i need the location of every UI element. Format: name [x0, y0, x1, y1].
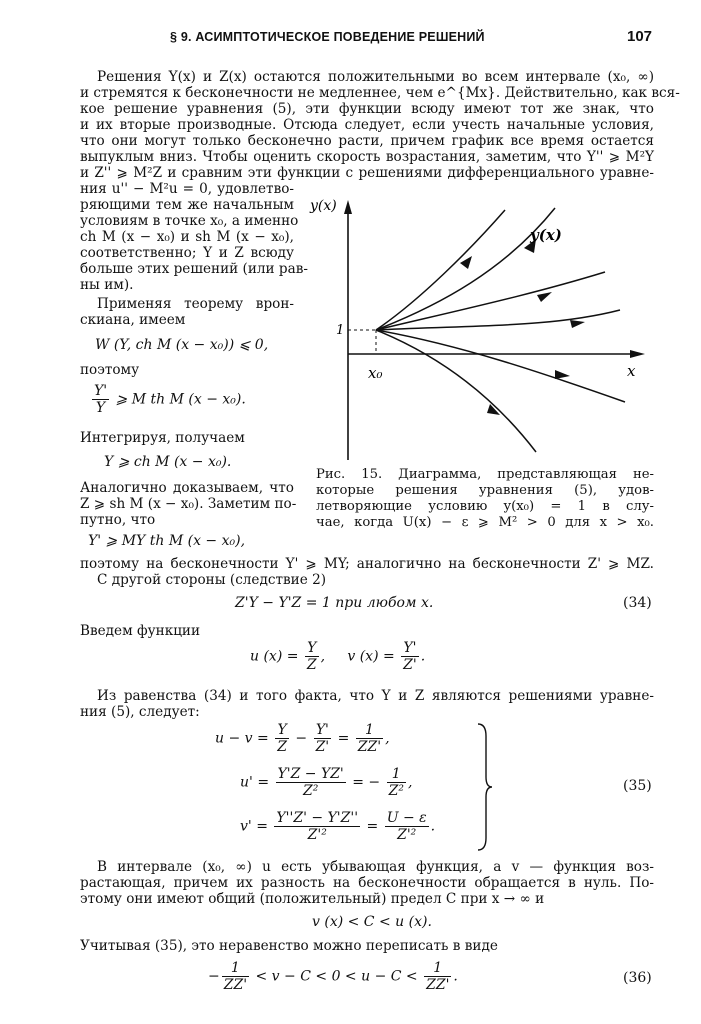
caption-line-4: чае, когда U(x) − ε ⩾ M² > 0 для x > x₀.: [316, 515, 654, 530]
v-lhs: v (x) =: [347, 648, 395, 665]
analog-line-2: Z ⩾ sh M (x − x₀). Заметим по-: [80, 496, 297, 512]
curve-arrow-4: [570, 320, 585, 328]
x-axis-arrow: [630, 350, 645, 358]
eq36-right-den: ZZ': [426, 977, 450, 993]
curve-label: y(x): [530, 226, 562, 244]
eq35-1-f2d: Z': [315, 739, 330, 755]
curve-arrow-3: [537, 292, 552, 302]
u-lhs: u (x) =: [250, 648, 299, 665]
eq35-1-f1n: Y: [275, 722, 289, 739]
equation-34-label: (34): [623, 595, 652, 611]
caption-line-2: которые решения уравнения (5), удов-: [316, 483, 654, 498]
line-other-side: С другой стороны (следствие 2): [97, 572, 327, 588]
figure-diagram: [300, 190, 660, 465]
caption-line-3: летворяющие условию y(x₀) = 1 в слу-: [316, 499, 654, 514]
one-label: 1: [336, 323, 345, 338]
equation-uv: u (x) = $\frac{Y}{Z}$ , v (x) = $\frac{Y'}{Z'}$ .: [250, 640, 426, 673]
y-axis-arrow: [344, 200, 352, 214]
eq36-left-num: 1: [222, 960, 249, 977]
running-header: § 9. АСИМПТОТИЧЕСКОЕ ПОВЕДЕНИЕ РЕШЕНИЙ: [170, 30, 485, 44]
eq35-3-f1n: Y''Z' − Y'Z'': [276, 810, 359, 826]
text-poetomu: поэтому: [80, 362, 140, 378]
eq35-2-f1d: Z²: [302, 783, 319, 799]
eq35-3-f2d: Z'²: [397, 827, 417, 843]
para4-line-2: растающая, причем их разность на бесконечности обращается в нуль. По-: [80, 875, 654, 891]
analog-line-3: путно, что: [80, 512, 156, 528]
left-line-5: соответственно; Y и Z всюду: [80, 245, 294, 261]
line-rewrite: Учитывая (35), это неравенство можно переписать в виде: [80, 938, 498, 954]
v-num: Y': [401, 640, 419, 657]
u-den: Z: [306, 657, 317, 673]
para4-line-1: В интервале (x₀, ∞) u есть убывающая функция, а v — функция воз-: [97, 859, 654, 875]
line-infinity: поэтому на бесконечности Y' ⩾ MY; аналогично на бесконечности Z' ⩾ MZ.: [80, 556, 654, 572]
para1-line-1: Решения Y(x) и Z(x) остаются положительными во всем интервале (x₀, ∞): [97, 69, 654, 85]
eq35-3-lhs: v' =: [240, 818, 268, 835]
eq35-2-f2d: Z²: [388, 783, 404, 799]
y-axis-label: y(x): [310, 198, 337, 214]
caption-line-1: Рис. 15. Диаграмма, представляющая не-: [316, 467, 654, 482]
frac-den: Y: [95, 400, 106, 416]
para3-line-1: Из равенства (34) и того факта, что Y и Z являются решениями уравне-: [97, 688, 654, 704]
equation-ch: Y ⩾ ch M (x − x₀).: [104, 454, 232, 470]
para1-line-6: выпуклым вниз. Чтобы оценить скорость возрастания, заметим, что Y'' ⩾ M²Y: [80, 149, 654, 165]
eq36-right-num: 1: [424, 960, 451, 977]
v-den: Z': [403, 657, 417, 673]
left-para2-line-1: Применяя теорему врон-: [97, 296, 294, 312]
eq35-1-f3d: ZZ': [357, 739, 382, 755]
eq35-2-f2n: 1: [387, 766, 406, 783]
equation-35-line-2: u' = $\frac{Y'Z - YZ'}{\text{Z²}}$ = − $\frac{1}{\text{Z²}}$ ,: [240, 766, 413, 799]
left-line-3: условиям в точке x₀, а именно: [80, 213, 299, 229]
left-para2-line-2: скиана, имеем: [80, 312, 186, 328]
curve-arrow-1: [460, 256, 472, 269]
equation-th-rest: ⩾ M th M (x − x₀).: [115, 391, 246, 408]
equation-vCu: v (x) < C < u (x).: [312, 914, 432, 930]
equation-th: [90, 383, 246, 416]
eq35-1-f2n: Y': [314, 722, 332, 739]
para1-line-5: что они могут только бесконечно расти, причем график все время остается: [80, 133, 654, 149]
eq35-1-f3n: 1: [356, 722, 383, 739]
text-introduce: Введем функции: [80, 623, 201, 639]
equation-36-label: (36): [623, 970, 652, 986]
solution-curve-5: [376, 330, 625, 402]
eq35-2-f1n: Y'Z − YZ': [277, 766, 344, 782]
eq36-mid: < v − C < 0 < u − C <: [255, 968, 418, 985]
para3-line-2: ния (5), следует:: [80, 704, 200, 720]
equation-wronskian: W (Y, ch M (x − x₀)) ⩽ 0,: [95, 337, 269, 353]
left-line-2: ряющими тем же начальным: [80, 197, 294, 213]
u-num: Y: [305, 640, 319, 657]
equation-35-line-3: v' = $\frac{Y''Z' - Y'Z''}{\text{Z'²}}$ = $\frac{U - \varepsilon}{\text{Z'²}}$ .: [240, 810, 436, 843]
equation-35-line-1: u − v = $\frac{Y}{Z}$ − $\frac{Y'}{Z'}$ = $\frac{1}{ZZ'}$ ,: [215, 722, 390, 755]
curve-arrow-5: [555, 370, 570, 379]
solution-curve-4: [376, 310, 620, 330]
eq35-1-lhs: u − v =: [215, 730, 269, 747]
x-axis-label: x: [627, 362, 636, 380]
eq35-1-f1d: Z: [277, 739, 287, 755]
analog-line-1: Аналогично доказываем, что: [80, 480, 294, 496]
equation-35-brace: [474, 722, 494, 852]
solution-curve-2: [376, 208, 555, 330]
text-integrating: Интегрируя, получаем: [80, 430, 245, 446]
solution-curve-1: [376, 210, 505, 330]
left-line-7: ны им).: [80, 277, 134, 293]
equation-34: Z'Y − Y'Z = 1 при любом x.: [235, 595, 434, 611]
eq35-3-f1d: Z'²: [307, 827, 327, 843]
eq35-3-f2n: U − ε: [386, 810, 427, 826]
eq35-2-lhs: u' =: [240, 774, 270, 791]
left-line-1: ния u'' − M²u = 0, удовлетво-: [80, 181, 294, 197]
page-number: 107: [627, 28, 653, 45]
left-line-6: больше этих решений (или рав-: [80, 261, 308, 277]
para4-line-3: этому они имеют общий (положительный) предел C при x → ∞ и: [80, 891, 545, 907]
equation-36: − $\frac{1}{ZZ'}$ < v − C < 0 < u − C < $\frac{1}{ZZ'}$ .: [208, 960, 458, 993]
x0-label: x₀: [368, 364, 383, 382]
frac-num: Y': [94, 383, 108, 399]
equation-my: Y' ⩾ MY th M (x − x₀),: [88, 533, 246, 549]
eq36-left-den: ZZ': [223, 977, 248, 993]
para1-line-7: и Z'' ⩾ M²Z и сравним эти функции с решениями дифференциального уравне-: [80, 165, 654, 181]
para1-line-2: и стремятся к бесконечности не медленнее, чем e^{Mx}. Действительно, как вся-: [80, 85, 680, 101]
para1-line-4: и их вторые производные. Отсюда следует, если учесть начальные условия,: [80, 117, 654, 133]
equation-35-label: (35): [623, 778, 652, 794]
left-line-4: ch M (x − x₀) и sh M (x − x₀),: [80, 229, 294, 245]
para1-line-3: кое решение уравнения (5), эти функции всюду имеют тот же знак, что: [80, 101, 654, 117]
